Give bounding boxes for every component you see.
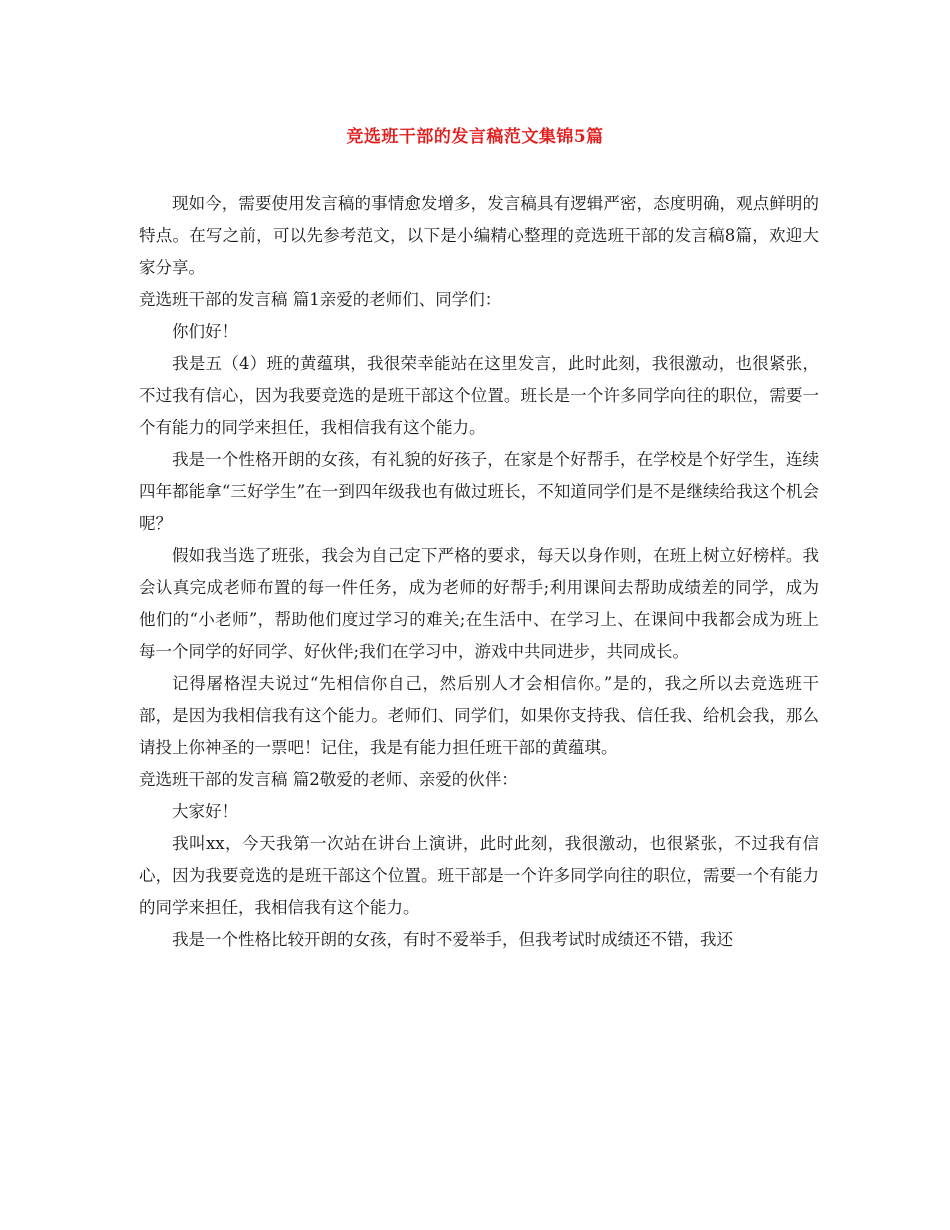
body-paragraph: 我叫xx，今天我第一次站在讲台上演讲，此时此刻，我很激动，也很紧张，不过我有信心，因为我要竞选的是班干部这个位置。班干部是一个许多同学向往的职位，需要一个有能力的同学来担任，我相信我有这个能力。 bbox=[139, 834, 819, 917]
body-paragraph: 记得屠格涅夫说过“先相信你自己，然后别人才会相信你。”是的，我之所以去竞选班干部，是因为我相信我有这个能力。老师们、同学们，如果你支持我、信任我、给机会我，那么请投上你神圣的一票吧！记住，我是有能力担任班干部的黄蕴琪。 bbox=[139, 674, 819, 757]
section-heading-2: 竞选班干部的发言稿 篇2敬爱的老师、亲爱的伙伴： bbox=[139, 770, 518, 789]
body-paragraph: 我是五（4）班的黄蕴琪，我很荣幸能站在这里发言，此时此刻，我很激动，也很紧张，不过我有信心，因为我要竞选的是班干部这个位置。班长是一个许多同学向往的职位，需要一个有能力的同学来担任，我相信我有这个能力。 bbox=[139, 354, 819, 437]
body-paragraph: 我是一个性格开朗的女孩，有礼貌的好孩子，在家是个好帮手，在学校是个好学生，连续四年都能拿“三好学生”在一到四年级我也有做过班长，不知道同学们是不是继续给我这个机会呢？ bbox=[139, 450, 819, 533]
document-title: 竞选班干部的发言稿范文集锦5篇 bbox=[346, 127, 604, 147]
section-heading-1: 竞选班干部的发言稿 篇1亲爱的老师们、同学们： bbox=[139, 290, 502, 309]
document-body bbox=[139, 188, 819, 956]
greeting-1: 你们好！ bbox=[172, 322, 238, 341]
body-paragraph: 假如我当选了班张，我会为自己定下严格的要求，每天以身作则，在班上树立好榜样。我会认真完成老师布置的每一件任务，成为老师的好帮手;利用课间去帮助成绩差的同学，成为他们的“小老师”，帮助他们度过学习的难关;在生活中、在学习上、在课间中我都会成为班上每一个同学的好同学、好伙伴;我们在学习中，游戏中共同进步，共同成长。 bbox=[139, 546, 819, 661]
greeting-2: 大家好！ bbox=[172, 802, 238, 821]
body-paragraph: 我是一个性格比较开朗的女孩，有时不爱举手，但我考试时成绩还不错，我还 bbox=[172, 930, 733, 949]
intro-paragraph: 现如今，需要使用发言稿的事情愈发增多，发言稿具有逻辑严密，态度明确，观点鲜明的特点。在写之前，可以先参考范文，以下是小编精心整理的竞选班干部的发言稿8篇，欢迎大家分享。 bbox=[139, 194, 819, 277]
